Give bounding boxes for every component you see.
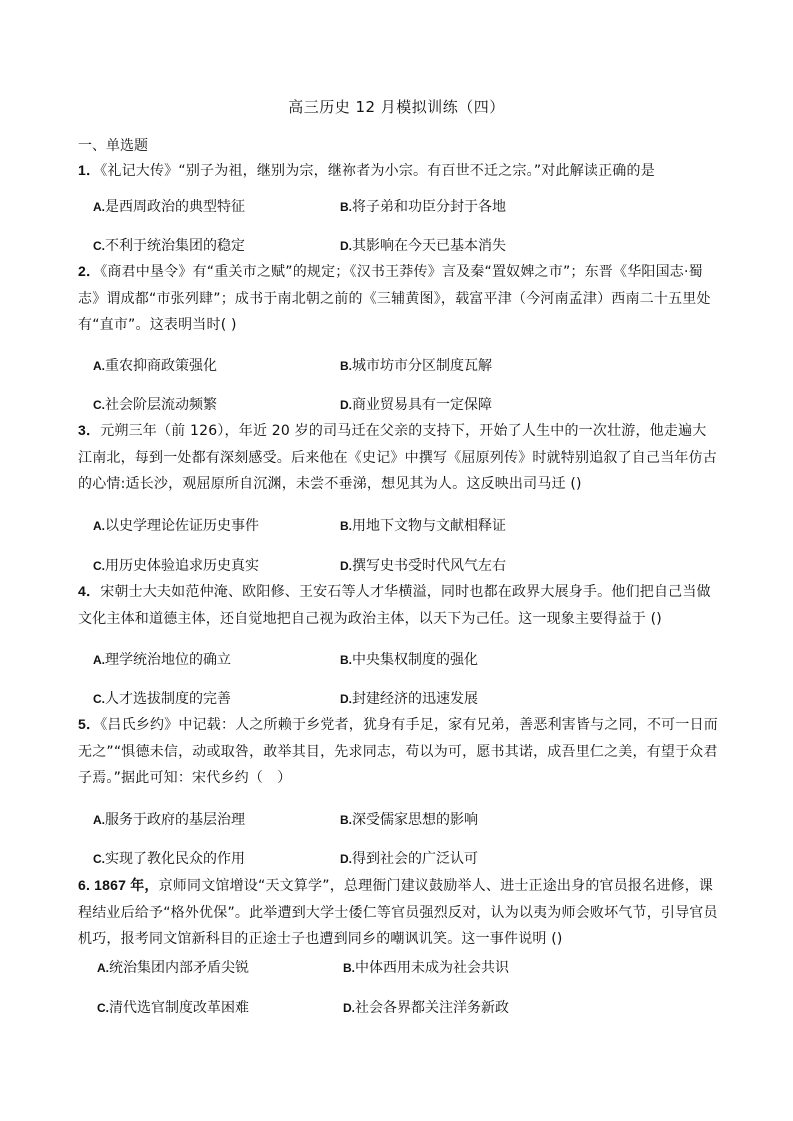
- option-d[interactable]: D.得到社会的广泛认可: [340, 851, 478, 867]
- question-1: [78, 157, 718, 185]
- option-b[interactable]: B.深受儒家思想的影响: [340, 812, 478, 828]
- question-5: [78, 711, 718, 792]
- question-3: [78, 417, 718, 498]
- question-text: 元朔三年（前 126），年近 20 岁的司马迁在父亲的支持下，开始了人生中的一次壮游，他走遍大江南北，每到一处都有深刻感受。后来他在《史记》中撰写《屈原列传》时就特别追叙了自己当年仿古的心情:适长沙，观屈原所自沉渊，未尝不垂涕，想见其为人。这反映出司马迁 (): [78, 423, 717, 492]
- option-a[interactable]: A.理学统治地位的确立: [93, 652, 231, 668]
- option-d[interactable]: D.封建经济的迅速发展: [340, 691, 478, 707]
- option-d[interactable]: D.商业贸易具有一定保障: [340, 397, 492, 413]
- option-c[interactable]: C.不利于统治集团的稳定: [93, 238, 245, 254]
- option-b[interactable]: B.中央集权制度的强化: [340, 652, 478, 668]
- option-c[interactable]: C.清代选官制度改革困难: [97, 1000, 249, 1016]
- question-text: 宋朝士大夫如范仲淹、欧阳修、王安石等人才华横溢，同时也都在政界大展身手。他们把自己当做文化主体和道德主体，还自觉地把自己视为政治主体，以天下为己任。这一现象主要得益于 (): [78, 584, 711, 627]
- option-a[interactable]: A.以史学理论佐证历史事件: [93, 518, 259, 534]
- option-c[interactable]: C.人才选拔制度的完善: [93, 691, 231, 707]
- question-4: [78, 578, 718, 632]
- question-2: [78, 258, 718, 339]
- question-text: 《商君中垦令》有“重关市之赋”的规定；《汉书王莽传》言及秦“置奴婢之市”；东晋《华阳国志·蜀志》谓成都“市张列肆”；成书于南北朝之前的《三辅黄图》，载富平津（今河南孟津）西南二十五里处有“直市”。这表明当时( ): [78, 264, 711, 333]
- option-b[interactable]: B.用地下文物与文献相释证: [340, 518, 506, 534]
- option-c[interactable]: C.实现了教化民众的作用: [93, 851, 245, 867]
- question-number: 2．: [78, 263, 101, 279]
- option-d[interactable]: D.社会各界都关注洋务新政: [343, 1000, 509, 1016]
- option-c[interactable]: C.社会阶层流动频繁: [93, 397, 217, 413]
- question-number: 4．: [78, 583, 101, 599]
- question-6: [78, 872, 718, 953]
- option-a[interactable]: A.重农抑商政策强化: [93, 358, 217, 374]
- question-text: 《吕氏乡约》中记载：人之所赖于乡党者，犹身有手足，家有兄弟，善恶利害皆与之同，不可一日而无之”“惧德未信，动或取咎，敢举其目，先求同志，苟以为可，愿书其诺，成吾里仁之美，有望于众君子焉。”据此可知：宋代乡约（ ）: [78, 717, 718, 786]
- option-b[interactable]: B.将子弟和功臣分封于各地: [340, 199, 506, 215]
- option-d[interactable]: D.其影响在今天已基本消失: [340, 238, 506, 254]
- option-b[interactable]: B.城市坊市分区制度瓦解: [340, 358, 492, 374]
- option-a[interactable]: A.服务于政府的基层治理: [93, 812, 245, 828]
- page-title: 高三历史 12 月模拟训练（四）: [288, 98, 505, 116]
- section-heading: 一、单选题: [78, 138, 148, 154]
- question-number: 3．: [78, 422, 101, 438]
- option-c[interactable]: C.用历史体验追求历史真实: [93, 558, 259, 574]
- option-a[interactable]: A.统治集团内部矛盾尖锐: [97, 960, 249, 976]
- question-number: 5．: [78, 716, 101, 732]
- option-a[interactable]: A.是西周政治的典型特征: [93, 199, 245, 215]
- question-number: 6. 1867 年，: [78, 877, 159, 893]
- question-text: 京师同文馆增设“天文算学”，总理衙门建议鼓励举人、进士正途出身的官员报名进修，课程结业后给予“格外优保”。此举遭到大学士倭仁等官员强烈反对，认为以夷为师会败坏气节，引导官员机巧，报考同文馆新科目的正途士子也遭到同乡的嘲讽讥笑。这一事件说明 (): [78, 878, 718, 947]
- question-text: 《礼记大传》“别子为祖，继别为宗，继祢者为小宗。有百世不迁之宗。”对此解读正确的是: [100, 163, 655, 179]
- question-number: 1．: [78, 162, 101, 178]
- option-b[interactable]: B.中体西用未成为社会共识: [343, 960, 509, 976]
- option-d[interactable]: D.撰写史书受时代风气左右: [340, 558, 506, 574]
